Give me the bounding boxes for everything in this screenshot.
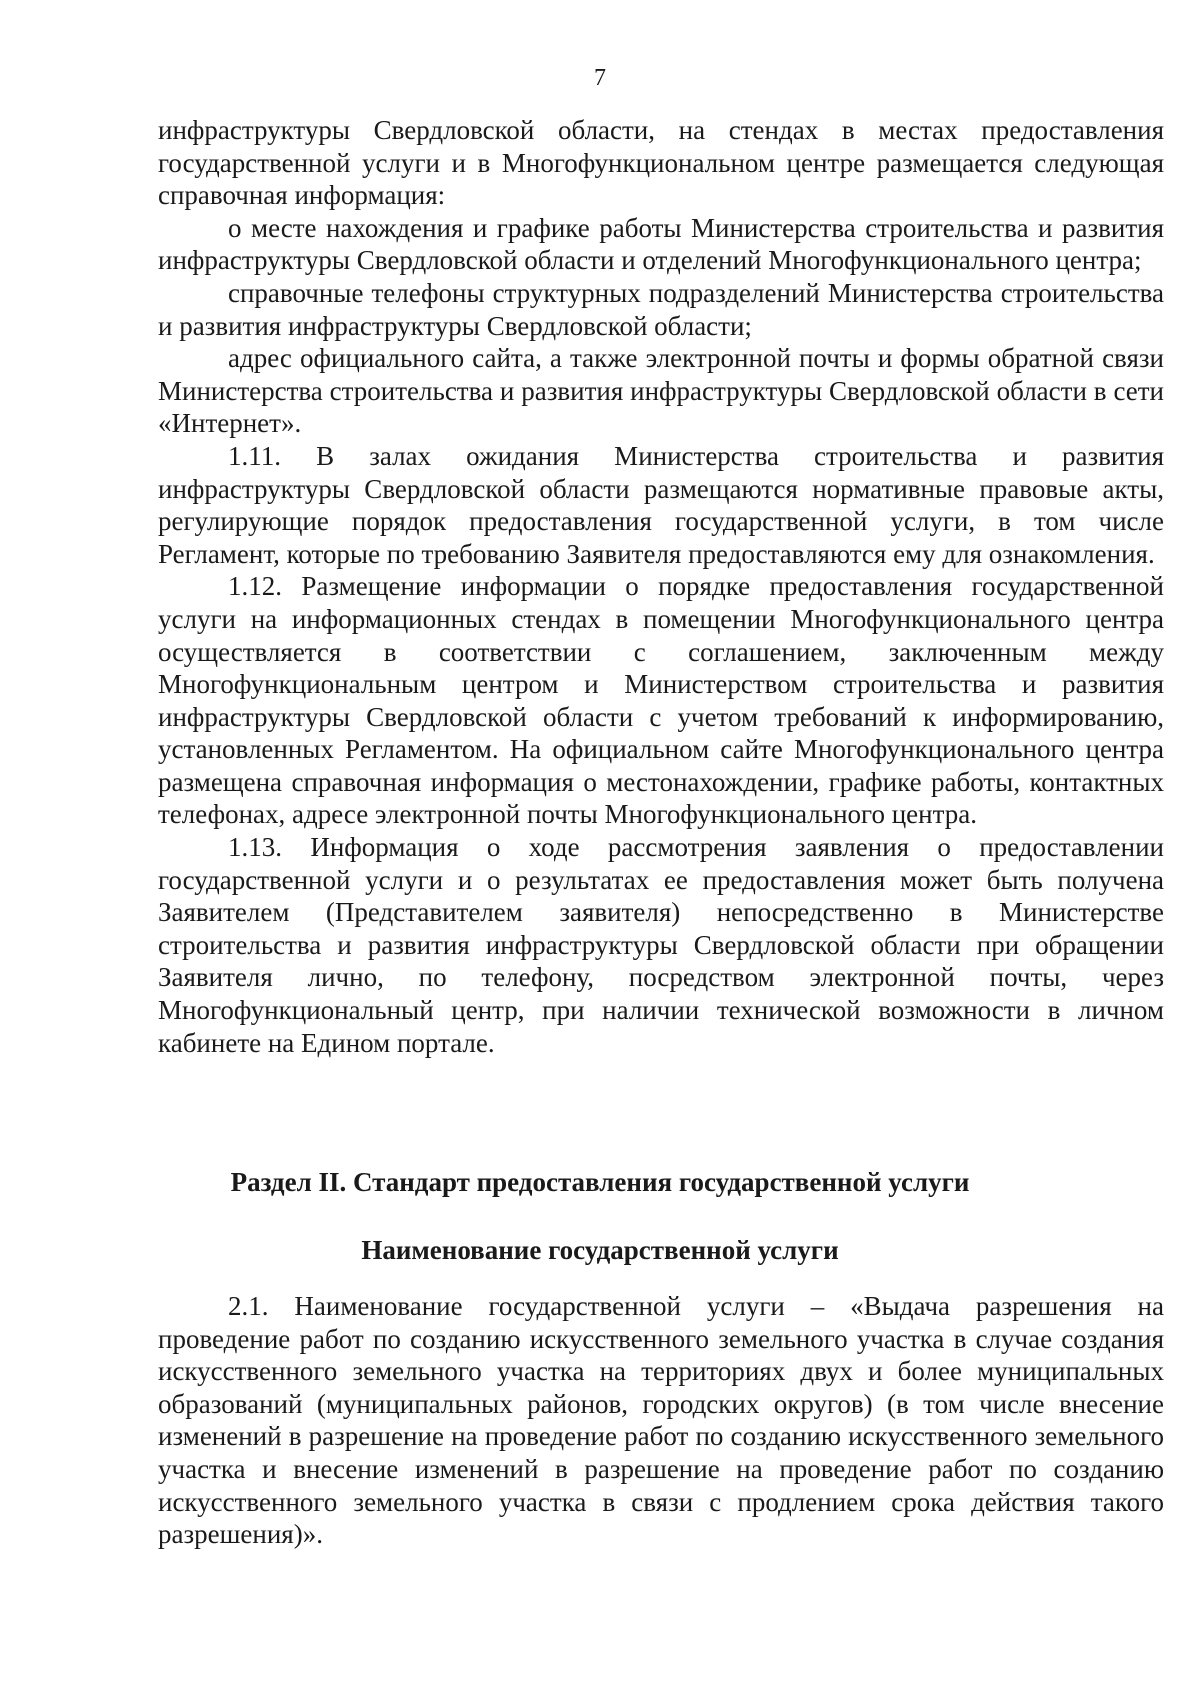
section-heading: Раздел II. Стандарт предоставления государственной услуги bbox=[230, 1167, 970, 1197]
paragraph-1-11: 1.11. В залах ожидания Министерства строительства и развития инфраструктуры Свердловской области размещаются нормативные правовые акты, регулирующие порядок предоставления государственной услуги, в том числе Регламент, которые по требованию Заявителя предоставляются ему для ознакомления. bbox=[158, 440, 1164, 569]
paragraph-1-13: 1.13. Информация о ходе рассмотрения заявления о предоставлении государственной услуги и о результатах ее предоставления может быть получена Заявителем (Представителем заявителя) непосредственно в Министерстве строительства и развития инфраструктуры Свердловской области при обращении Заявителя лично, по телефону, посредством электронной почты, через Многофункциональный центр, при наличии технической возможности в личном кабинете на Едином портале. bbox=[158, 832, 1164, 1058]
paragraph-2-1: 2.1. Наименование государственной услуги – «Выдача разрешения на проведение работ по созданию искусственного земельного участка в случае создания искусственного земельного участка на территориях двух и более муниципальных образований (муниципальных районов, городских округов) (в том числе внесение изменений в разрешение на проведение работ по созданию искусственного земельного участка и внесение изменений в разрешение на проведение работ по созданию искусственного земельного участка в связи с продлением срока действия такого разрешения)». bbox=[158, 1291, 1164, 1550]
paragraph-location-schedule: о месте нахождения и графике работы Министерства строительства и развития инфраструктуры Свердловской области и отделений Многофункционального центра; bbox=[158, 212, 1164, 276]
page-number: 7 bbox=[594, 65, 606, 91]
paragraph-website-address: адрес официального сайта, а также электронной почты и формы обратной связи Министерства строительства и развития инфраструктуры Свердловской области в сети «Интернет». bbox=[158, 343, 1164, 439]
body-text-top bbox=[158, 114, 1164, 1059]
paragraph-reference-phones: справочные телефоны структурных подразделений Министерства строительства и развития инфраструктуры Свердловской области; bbox=[158, 277, 1164, 341]
subsection-heading: Наименование государственной услуги bbox=[361, 1235, 839, 1265]
paragraph-1-12: 1.12. Размещение информации о порядке предоставления государственной услуги на информационных стендах в помещении Многофункционального центра осуществляется в соответствии с соглашением, заключенным между Многофункциональным центром и Министерством строительства и развития инфраструктуры Свердловской области с учетом требований к информированию, установленных Регламентом. На официальном сайте Многофункционального центра размещена справочная информация о местонахождении, графике работы, контактных телефонах, адресе электронной почты Многофункционального центра. bbox=[158, 571, 1164, 830]
body-text-bottom bbox=[158, 1290, 1164, 1551]
paragraph-continuation: инфраструктуры Свердловской области, на стендах в местах предоставления государственной услуги и в Многофункциональном центре размещается следующая справочная информация: bbox=[158, 115, 1164, 211]
